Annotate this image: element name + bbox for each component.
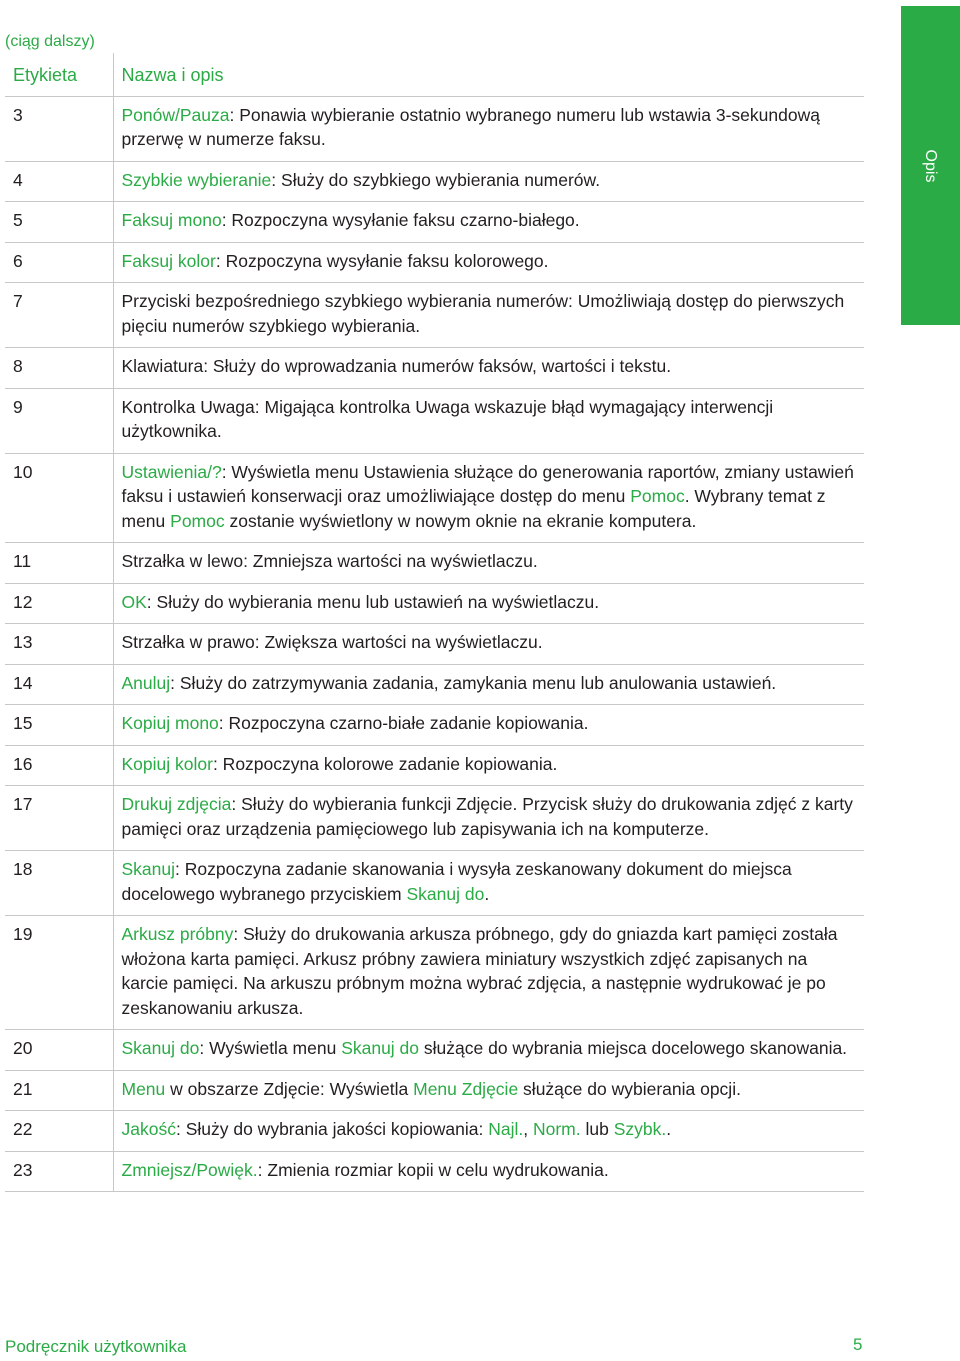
row-description [113, 543, 864, 584]
description-text: Strzałka w prawo: Zwiększa wartości na wyświetlaczu. [121, 632, 543, 652]
table-row [5, 543, 864, 584]
button-name: Pomoc [630, 486, 685, 506]
description-text: : Służy do wybierania funkcji Zdjęcie. Przycisk służy do drukowania zdjęć z karty pamięci oraz urządzenia pamięciowego lub zapisywania ich na komputerze. [121, 794, 853, 839]
row-description [113, 453, 864, 543]
button-name: Arkusz próbny [121, 924, 234, 944]
row-description [113, 705, 864, 746]
button-name: Ustawienia/? [121, 461, 222, 482]
row-description [113, 161, 864, 202]
row-description [113, 624, 864, 665]
row-label-number: 11 [5, 543, 113, 584]
table-row [5, 851, 864, 916]
row-label-number: 19 [5, 916, 113, 1030]
row-description [113, 202, 864, 243]
row-description [113, 348, 864, 389]
table-row [5, 1111, 864, 1152]
description-text: : Służy do wybierania menu lub ustawień na wyświetlaczu. [146, 591, 600, 612]
row-label-number: 8 [5, 348, 113, 389]
row-description [113, 1030, 864, 1071]
continued-label: (ciąg dalszy) [5, 33, 95, 50]
button-name: Szybkie wybieranie [121, 169, 272, 190]
description-text: . Wybrany temat z menu [121, 486, 826, 531]
button-name: Ponów/Pauza [121, 104, 230, 125]
row-description [113, 583, 864, 624]
description-text: : Służy do szybkiego wybierania numerów. [271, 169, 601, 190]
description-text: : Wyświetla menu Ustawienia służące do generowania raportów, zmiany ustawień faksu i ustawień konserwacji oraz umożliwiające dostęp do menu [121, 461, 854, 506]
row-label-number: 7 [5, 283, 113, 348]
row-description [113, 1070, 864, 1111]
button-name: Skanuj do [121, 1038, 200, 1058]
row-description [113, 916, 864, 1030]
table-body [5, 96, 864, 1192]
row-description [113, 664, 864, 705]
row-description [113, 1111, 864, 1152]
button-name: Kopiuj kolor [121, 753, 213, 774]
button-name: Drukuj zdjęcia [121, 794, 232, 814]
description-text: : Rozpoczyna czarno-białe zadanie kopiowania. [218, 713, 589, 733]
description-text: : Rozpoczyna wysyłanie faksu kolorowego. [215, 250, 549, 271]
description-text: : Służy do wybrania jakości kopiowania: [175, 1119, 489, 1139]
description-text: służące do wybierania opcji. [518, 1078, 741, 1099]
legend-table [5, 53, 864, 1192]
table-row [5, 1030, 864, 1071]
description-text: , [523, 1119, 533, 1139]
button-name: Skanuj do [341, 1038, 420, 1058]
table-row [5, 624, 864, 665]
table-row [5, 242, 864, 283]
table-row [5, 745, 864, 786]
description-text: . [484, 883, 490, 904]
description-text: Kontrolka Uwaga: Migająca kontrolka Uwaga wskazuje błąd wymagający interwencji użytkownika. [121, 396, 774, 441]
button-name: Zmniejsz/Powięk. [121, 1159, 258, 1180]
button-name: Menu [121, 1078, 166, 1099]
row-description [113, 786, 864, 851]
description-text: : Służy do zatrzymywania zadania, zamykania menu lub anulowania ustawień. [170, 672, 777, 693]
row-label-number: 18 [5, 851, 113, 916]
description-text: zostanie wyświetlony w nowym oknie na ekranie komputera. [224, 510, 697, 531]
table-row [5, 1151, 864, 1192]
button-name: Kopiuj mono [121, 713, 219, 733]
table-row [5, 583, 864, 624]
page-number: 5 [853, 1335, 863, 1354]
button-name: Faksuj mono [121, 210, 222, 230]
table-row [5, 705, 864, 746]
row-label-number: 13 [5, 624, 113, 665]
section-tab-label: Opis [922, 149, 939, 183]
column-header-name: Nazwa i opis [113, 53, 864, 96]
table-row [5, 283, 864, 348]
row-label-number: 23 [5, 1151, 113, 1192]
button-name: Menu Zdjęcie [413, 1078, 519, 1099]
table-row [5, 348, 864, 389]
row-label-number: 14 [5, 664, 113, 705]
row-label-number: 10 [5, 453, 113, 543]
row-label-number: 4 [5, 161, 113, 202]
table-row [5, 916, 864, 1030]
row-description [113, 1151, 864, 1192]
footer-title: Podręcznik użytkownika [5, 1337, 187, 1356]
description-text: : Wyświetla menu [199, 1038, 342, 1058]
button-name: Faksuj kolor [121, 250, 216, 271]
description-text: służące do wybrania miejsca docelowego skanowania. [419, 1038, 848, 1058]
row-label-number: 16 [5, 745, 113, 786]
row-label-number: 12 [5, 583, 113, 624]
description-text: : Ponawia wybieranie ostatnio wybranego numeru lub wstawia 3-sekundową przerwę w numerze faksu. [121, 104, 820, 149]
button-name: Najl. [488, 1119, 524, 1139]
description-text: Przyciski bezpośredniego szybkiego wybierania numerów: Umożliwiają dostęp do pierwszych pięciu numerów szybkiego wybierania. [121, 291, 845, 336]
row-label-number: 20 [5, 1030, 113, 1071]
button-name: Szybk. [613, 1119, 667, 1139]
row-label-number: 17 [5, 786, 113, 851]
description-text: lub [580, 1119, 614, 1139]
column-header-label: Etykieta [5, 53, 113, 96]
row-label-number: 3 [5, 96, 113, 161]
table-row [5, 96, 864, 161]
table-row [5, 161, 864, 202]
table-row [5, 453, 864, 543]
button-name: Skanuj do [406, 883, 485, 904]
description-text: : Rozpoczyna zadanie skanowania i wysyła zeskanowany dokument do miejsca docelowego wybranego przyciskiem [121, 859, 792, 904]
description-text: . [666, 1119, 672, 1139]
table-row [5, 786, 864, 851]
table-row [5, 202, 864, 243]
button-name: Jakość [121, 1119, 176, 1139]
row-description [113, 242, 864, 283]
row-label-number: 15 [5, 705, 113, 746]
table-row [5, 388, 864, 453]
description-text: : Rozpoczyna wysyłanie faksu czarno-białego. [221, 210, 580, 230]
row-label-number: 5 [5, 202, 113, 243]
row-description [113, 851, 864, 916]
table-header-row [5, 53, 864, 96]
table-row [5, 664, 864, 705]
row-description [113, 96, 864, 161]
button-name: Skanuj [121, 859, 176, 879]
description-text: : Rozpoczyna kolorowe zadanie kopiowania. [212, 753, 558, 774]
button-name: Pomoc [170, 510, 225, 531]
table-row [5, 1070, 864, 1111]
description-text: w obszarze Zdjęcie: Wyświetla [165, 1078, 414, 1099]
button-name: Anuluj [121, 672, 171, 693]
description-text: : Zmienia rozmiar kopii w celu wydrukowania. [257, 1159, 609, 1180]
button-name: Norm. [532, 1119, 581, 1139]
description-text: Strzałka w lewo: Zmniejsza wartości na wyświetlaczu. [121, 551, 538, 571]
description-text: : Służy do drukowania arkusza próbnego, gdy do gniazda kart pamięci została włożona karta pamięci. Arkusz próbny zawiera miniatury wszystkich zdjęć zapisanych na karcie pamięci. Na arkuszu próbnym można wybrać zdjęcia, a następnie wydrukować je po zeskanowaniu arkusza. [121, 924, 838, 1018]
row-description [113, 388, 864, 453]
description-text: Klawiatura: Służy do wprowadzania numerów faksów, wartości i tekstu. [121, 356, 672, 376]
row-label-number: 9 [5, 388, 113, 453]
row-label-number: 21 [5, 1070, 113, 1111]
row-label-number: 22 [5, 1111, 113, 1152]
row-label-number: 6 [5, 242, 113, 283]
button-name: OK [121, 591, 147, 612]
row-description [113, 745, 864, 786]
row-description [113, 283, 864, 348]
